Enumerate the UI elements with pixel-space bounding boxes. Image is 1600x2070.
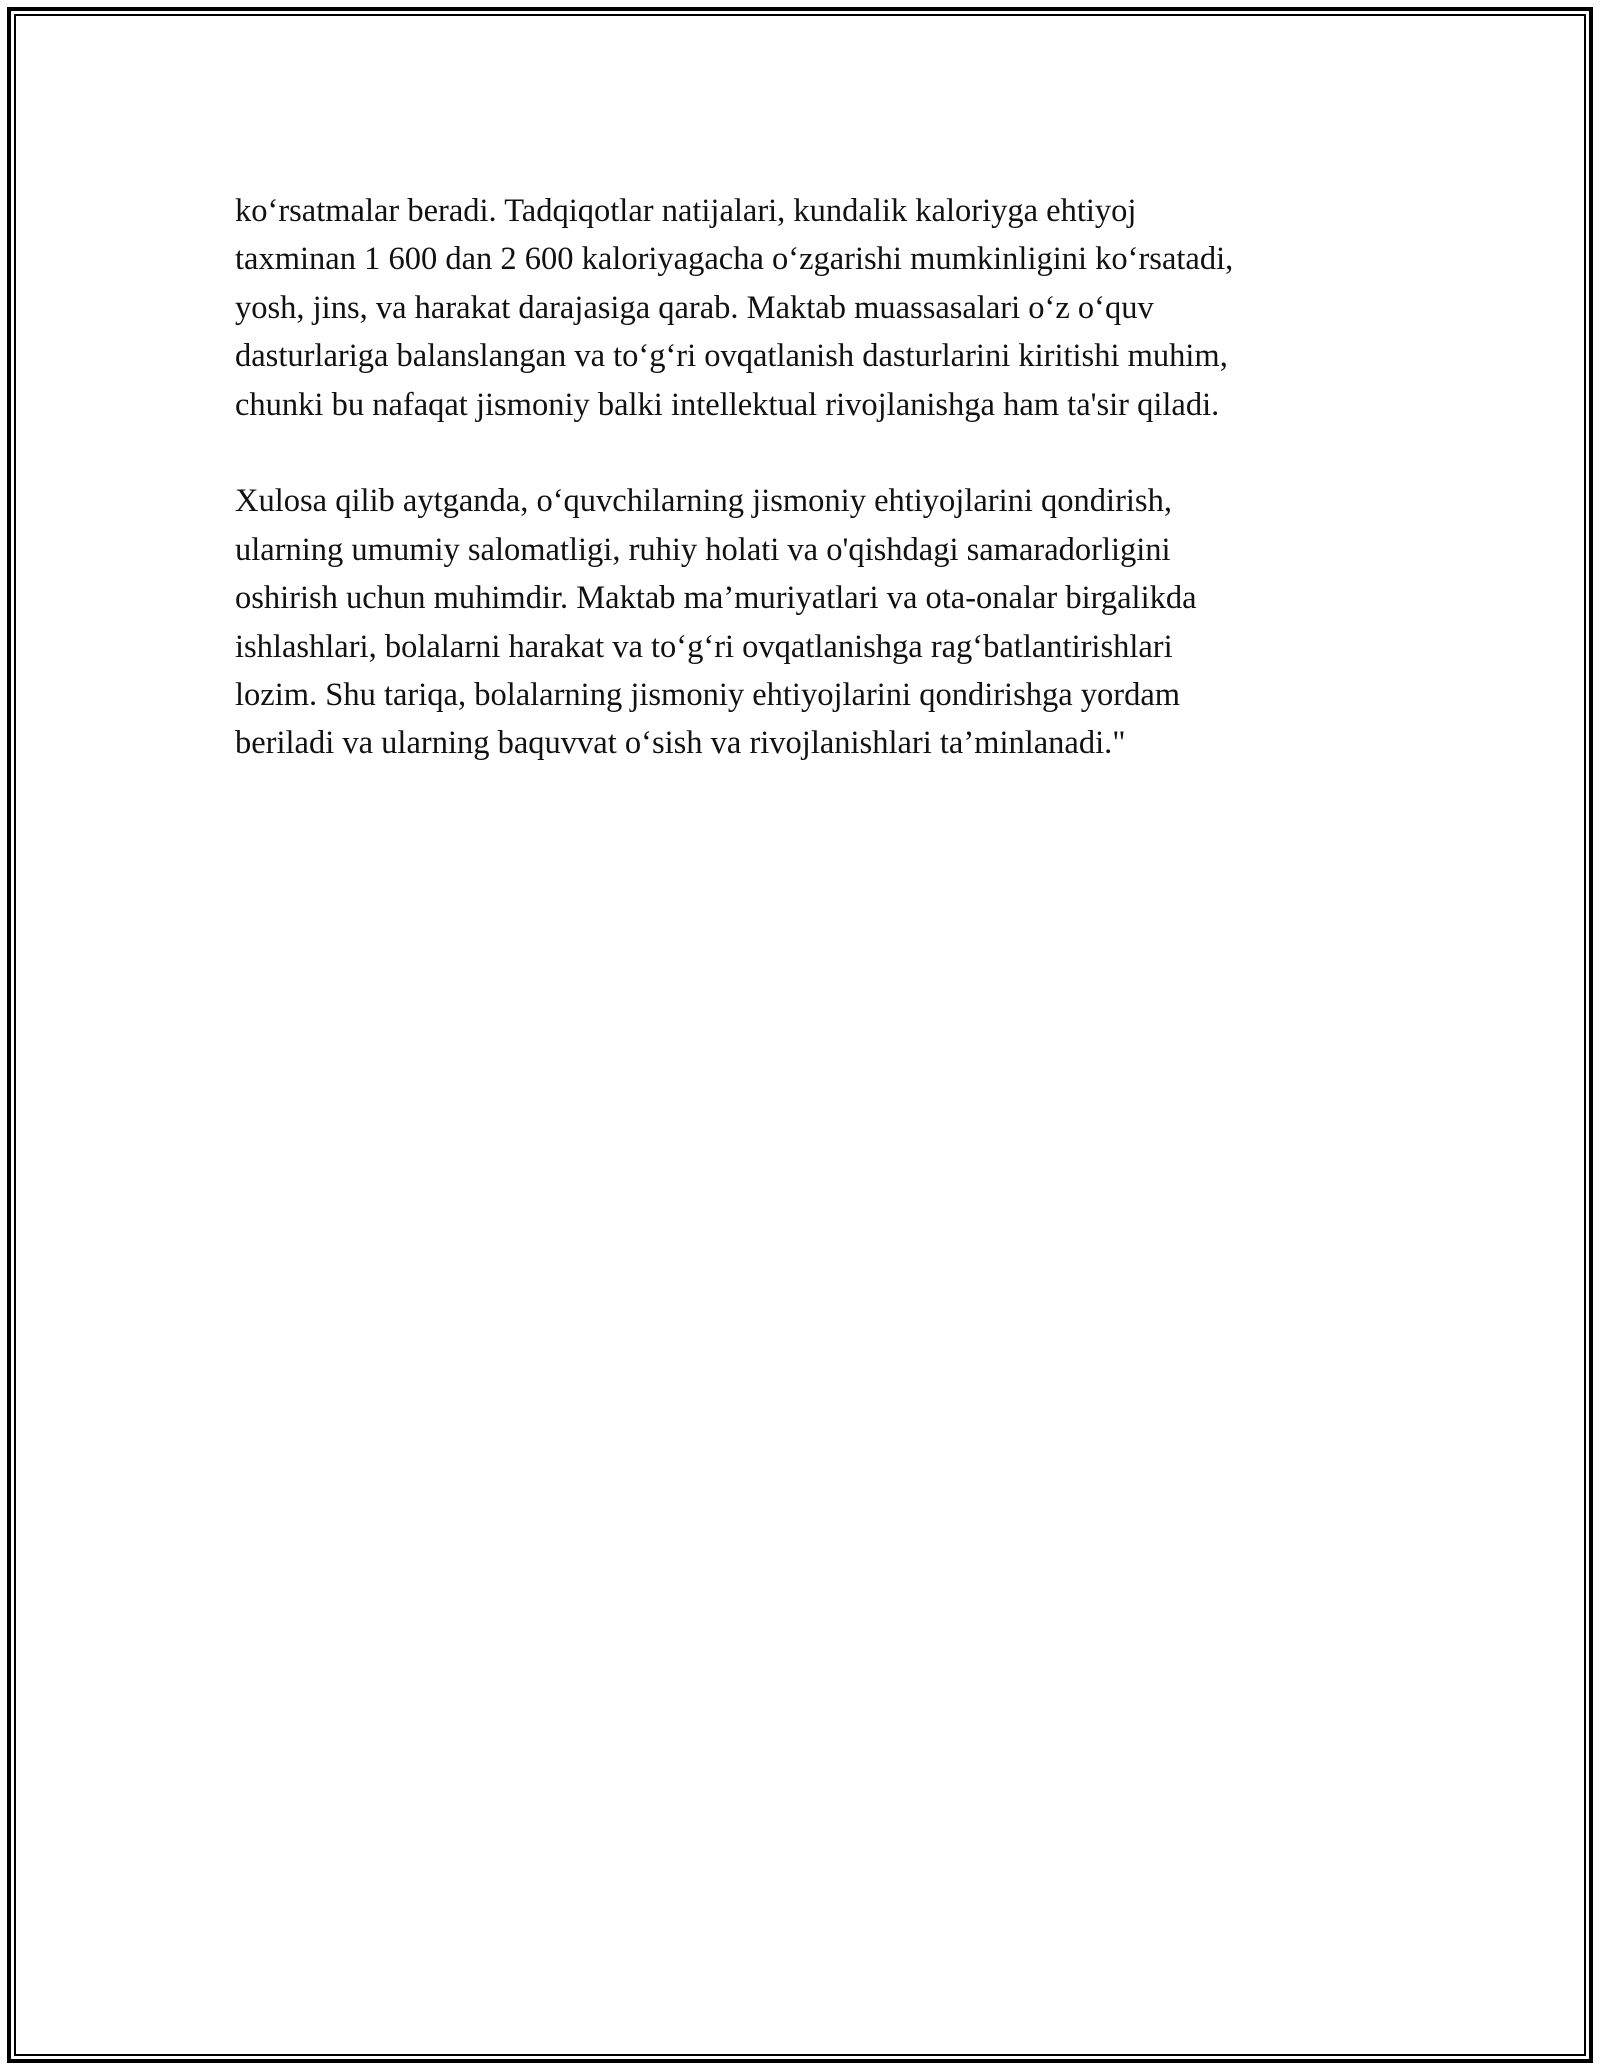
text-line: oshirish uchun muhimdir. Maktab ma’muriyatlari va ota-onalar birgalikda [235, 580, 1197, 617]
text-line: chunki bu nafaqat jismoniy balki intellektual rivojlanishga ham ta'sir qiladi. [235, 386, 1220, 423]
document-body [235, 187, 1415, 816]
text-line: taxminan 1 600 dan 2 600 kaloriyagacha o‘zgarishi mumkinligini ko‘rsatadi, [235, 241, 1234, 278]
text-line: yosh, jins, va harakat darajasiga qarab. Maktab muassasalari o‘z o‘quv [235, 289, 1154, 326]
text-line: ko‘rsatmalar beradi. Tadqiqotlar natijalari, kundalik kaloriyga ehtiyoj [235, 193, 1137, 229]
text-line: ularning umumiy salomatligi, ruhiy holati va o'qishdagi samaradorligini [235, 531, 1171, 568]
text-line: ishlashlari, bolalarni harakat va to‘g‘ri ovqatlanishga rag‘batlantirishlari [235, 628, 1173, 665]
paragraph-2 [235, 477, 1415, 767]
text-line: beriladi va ularning baquvvat o‘sish va rivojlanishlari ta’minlanadi." [235, 725, 1126, 762]
text-line: dasturlariga balanslangan va to‘g‘ri ovqatlanish dasturlarini kiritishi muhim, [235, 338, 1228, 375]
paragraph-1 [235, 187, 1415, 429]
text-line: lozim. Shu tariqa, bolalarning jismoniy ehtiyojlarini qondirishga yordam [235, 677, 1181, 714]
text-line: Xulosa qilib aytganda, o‘quvchilarning jismoniy ehtiyojlarini qondirish, [235, 483, 1172, 520]
